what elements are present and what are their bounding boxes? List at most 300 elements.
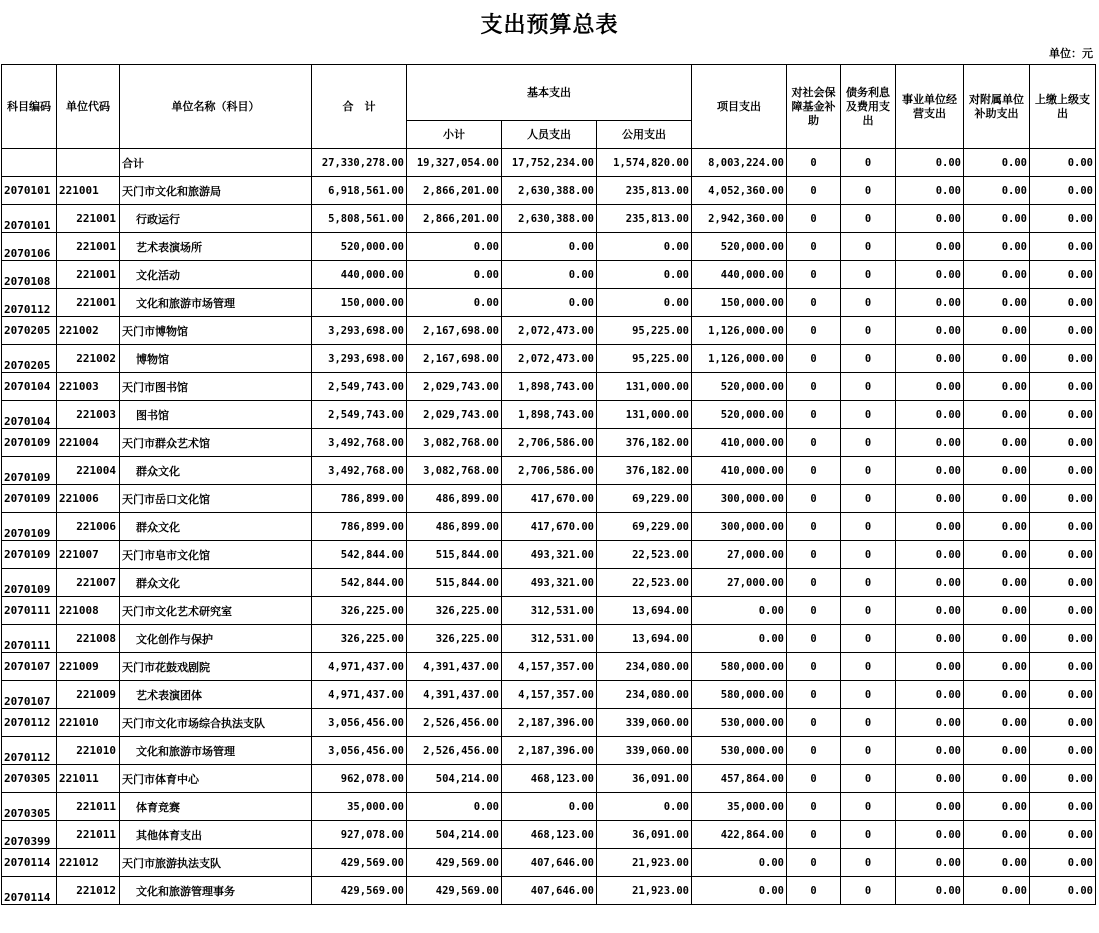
unit-name-cell: 博物馆 [120,345,312,373]
unit-code-cell: 221010 [57,737,120,765]
personnel-cell: 2,072,473.00 [502,317,597,345]
total-cell: 542,844.00 [312,569,407,597]
affiliated-cell: 0.00 [964,765,1030,793]
enterprise-cell: 0.00 [896,653,964,681]
total-cell: 786,899.00 [312,513,407,541]
debt-cell: 0 [841,681,896,709]
total-cell: 3,293,698.00 [312,317,407,345]
project-cell: 440,000.00 [692,261,787,289]
affiliated-cell: 0.00 [964,625,1030,653]
unit-name-cell: 天门市旅游执法支队 [120,849,312,877]
personnel-cell: 312,531.00 [502,597,597,625]
social-cell: 0 [787,849,841,877]
public-cell: 339,060.00 [597,737,692,765]
subject-code-cell: 2070112 [2,737,57,765]
table-row [2,485,1096,513]
social-cell: 0 [787,737,841,765]
social-cell: 0 [787,681,841,709]
project-cell: 4,052,360.00 [692,177,787,205]
social-cell: 0 [787,485,841,513]
subtotal-cell: 0.00 [407,793,502,821]
affiliated-cell: 0.00 [964,429,1030,457]
unit-code-cell: 221002 [57,345,120,373]
enterprise-cell: 0.00 [896,709,964,737]
public-cell: 95,225.00 [597,317,692,345]
subtotal-cell: 429,569.00 [407,877,502,905]
debt-cell: 0 [841,233,896,261]
unit-code-cell: 221001 [57,261,120,289]
total-cell: 27,330,278.00 [312,149,407,177]
total-cell: 35,000.00 [312,793,407,821]
header-affiliated: 对附属单位补助支出 [964,65,1030,149]
subtotal-cell: 515,844.00 [407,541,502,569]
unit-code-cell: 221004 [57,457,120,485]
page-title: 支出预算总表 [480,12,619,38]
subject-code-cell: 2070399 [2,821,57,849]
table-row [2,457,1096,485]
unit-code-cell: 221011 [57,793,120,821]
unit-code-cell: 221011 [57,765,120,793]
enterprise-cell: 0.00 [896,457,964,485]
unit-code-cell: 221008 [57,597,120,625]
subtotal-cell: 0.00 [407,261,502,289]
enterprise-cell: 0.00 [896,849,964,877]
public-cell: 22,523.00 [597,541,692,569]
debt-cell: 0 [841,345,896,373]
table-row [2,401,1096,429]
upper-cell: 0.00 [1030,205,1096,233]
total-cell: 3,492,768.00 [312,457,407,485]
subtotal-cell: 2,167,698.00 [407,317,502,345]
subtotal-cell: 326,225.00 [407,625,502,653]
unit-code-cell: 221007 [57,569,120,597]
personnel-cell: 312,531.00 [502,625,597,653]
debt-cell: 0 [841,485,896,513]
personnel-cell: 468,123.00 [502,821,597,849]
project-cell: 27,000.00 [692,569,787,597]
enterprise-cell: 0.00 [896,429,964,457]
upper-cell: 0.00 [1030,793,1096,821]
affiliated-cell: 0.00 [964,457,1030,485]
table-row [2,849,1096,877]
upper-cell: 0.00 [1030,849,1096,877]
subject-code-cell: 2070109 [2,541,57,569]
project-cell: 300,000.00 [692,513,787,541]
table-row [2,513,1096,541]
unit-name-cell: 天门市博物馆 [120,317,312,345]
public-cell: 95,225.00 [597,345,692,373]
public-cell: 0.00 [597,261,692,289]
enterprise-cell: 0.00 [896,681,964,709]
project-cell: 422,864.00 [692,821,787,849]
table-row [2,821,1096,849]
subject-code-cell: 2070112 [2,289,57,317]
upper-cell: 0.00 [1030,345,1096,373]
total-cell: 326,225.00 [312,597,407,625]
debt-cell: 0 [841,317,896,345]
unit-code-cell: 221004 [57,429,120,457]
subtotal-cell: 0.00 [407,233,502,261]
affiliated-cell: 0.00 [964,317,1030,345]
debt-cell: 0 [841,541,896,569]
subject-code-cell: 2070205 [2,345,57,373]
table-row [2,317,1096,345]
unit-name-cell: 天门市文化市场综合执法支队 [120,709,312,737]
subject-code-cell: 2070107 [2,653,57,681]
upper-cell: 0.00 [1030,373,1096,401]
social-cell: 0 [787,653,841,681]
total-cell: 4,971,437.00 [312,681,407,709]
unit-code-cell: 221003 [57,401,120,429]
total-cell: 962,078.00 [312,765,407,793]
header-upper: 上缴上级支出 [1030,65,1096,149]
upper-cell: 0.00 [1030,457,1096,485]
unit-name-cell: 文化活动 [120,261,312,289]
subtotal-cell: 3,082,768.00 [407,457,502,485]
public-cell: 1,574,820.00 [597,149,692,177]
table-row [2,625,1096,653]
header-subtotal: 小计 [407,121,502,149]
budget-table [1,64,1096,905]
table-row [2,653,1096,681]
affiliated-cell: 0.00 [964,793,1030,821]
unit-name-cell: 行政运行 [120,205,312,233]
affiliated-cell: 0.00 [964,233,1030,261]
public-cell: 13,694.00 [597,625,692,653]
enterprise-cell: 0.00 [896,261,964,289]
project-cell: 580,000.00 [692,653,787,681]
debt-cell: 0 [841,737,896,765]
debt-cell: 0 [841,597,896,625]
unit-name-cell: 艺术表演场所 [120,233,312,261]
subject-code-cell: 2070112 [2,709,57,737]
unit-code-cell: 221012 [57,877,120,905]
upper-cell: 0.00 [1030,569,1096,597]
total-cell: 520,000.00 [312,233,407,261]
affiliated-cell: 0.00 [964,485,1030,513]
subject-code-cell: 2070109 [2,457,57,485]
affiliated-cell: 0.00 [964,513,1030,541]
public-cell: 36,091.00 [597,765,692,793]
project-cell: 27,000.00 [692,541,787,569]
unit-code-cell: 221006 [57,485,120,513]
debt-cell: 0 [841,513,896,541]
upper-cell: 0.00 [1030,289,1096,317]
personnel-cell: 468,123.00 [502,765,597,793]
unit-name-cell: 群众文化 [120,513,312,541]
public-cell: 22,523.00 [597,569,692,597]
personnel-cell: 2,630,388.00 [502,205,597,233]
project-cell: 457,864.00 [692,765,787,793]
table-row [2,569,1096,597]
debt-cell: 0 [841,261,896,289]
table-row [2,345,1096,373]
project-cell: 530,000.00 [692,737,787,765]
upper-cell: 0.00 [1030,597,1096,625]
enterprise-cell: 0.00 [896,205,964,233]
enterprise-cell: 0.00 [896,793,964,821]
affiliated-cell: 0.00 [964,261,1030,289]
unit-code-cell: 221010 [57,709,120,737]
unit-name-cell: 其他体育支出 [120,821,312,849]
unit-name-cell: 合计 [120,149,312,177]
unit-name-cell: 天门市图书馆 [120,373,312,401]
unit-name-cell: 文化和旅游市场管理 [120,737,312,765]
subtotal-cell: 326,225.00 [407,597,502,625]
affiliated-cell: 0.00 [964,345,1030,373]
project-cell: 580,000.00 [692,681,787,709]
table-row [2,177,1096,205]
affiliated-cell: 0.00 [964,597,1030,625]
table-row [2,541,1096,569]
personnel-cell: 0.00 [502,289,597,317]
unit-code-cell: 221003 [57,373,120,401]
public-cell: 13,694.00 [597,597,692,625]
unit-code-cell [57,149,120,177]
affiliated-cell: 0.00 [964,849,1030,877]
public-cell: 69,229.00 [597,513,692,541]
enterprise-cell: 0.00 [896,541,964,569]
public-cell: 36,091.00 [597,821,692,849]
personnel-cell: 0.00 [502,793,597,821]
subject-code-cell: 2070114 [2,877,57,905]
public-cell: 234,080.00 [597,653,692,681]
social-cell: 0 [787,597,841,625]
total-cell: 150,000.00 [312,289,407,317]
subject-code-cell: 2070108 [2,261,57,289]
affiliated-cell: 0.00 [964,177,1030,205]
upper-cell: 0.00 [1030,765,1096,793]
social-cell: 0 [787,877,841,905]
affiliated-cell: 0.00 [964,373,1030,401]
subtotal-cell: 19,327,054.00 [407,149,502,177]
subject-code-cell: 2070109 [2,513,57,541]
subject-code-cell [2,149,57,177]
total-cell: 326,225.00 [312,625,407,653]
subtotal-cell: 2,526,456.00 [407,709,502,737]
personnel-cell: 407,646.00 [502,849,597,877]
upper-cell: 0.00 [1030,653,1096,681]
affiliated-cell: 0.00 [964,541,1030,569]
header-unit-code: 单位代码 [57,65,120,149]
public-cell: 21,923.00 [597,877,692,905]
public-cell: 376,182.00 [597,457,692,485]
project-cell: 35,000.00 [692,793,787,821]
debt-cell: 0 [841,289,896,317]
affiliated-cell: 0.00 [964,681,1030,709]
project-cell: 0.00 [692,877,787,905]
header-subject-code: 科目编码 [2,65,57,149]
project-cell: 1,126,000.00 [692,317,787,345]
enterprise-cell: 0.00 [896,821,964,849]
unit-code-cell: 221011 [57,821,120,849]
public-cell: 21,923.00 [597,849,692,877]
subject-code-cell: 2070104 [2,373,57,401]
subject-code-cell: 2070109 [2,429,57,457]
table-row [2,709,1096,737]
table-row [2,289,1096,317]
affiliated-cell: 0.00 [964,401,1030,429]
enterprise-cell: 0.00 [896,513,964,541]
affiliated-cell: 0.00 [964,821,1030,849]
debt-cell: 0 [841,401,896,429]
total-cell: 440,000.00 [312,261,407,289]
social-cell: 0 [787,289,841,317]
enterprise-cell: 0.00 [896,289,964,317]
upper-cell: 0.00 [1030,177,1096,205]
unit-name-cell: 艺术表演团体 [120,681,312,709]
upper-cell: 0.00 [1030,401,1096,429]
unit-name-cell: 文化创作与保护 [120,625,312,653]
public-cell: 339,060.00 [597,709,692,737]
unit-name-cell: 体育竞赛 [120,793,312,821]
upper-cell: 0.00 [1030,317,1096,345]
unit-code-cell: 221008 [57,625,120,653]
unit-code-cell: 221006 [57,513,120,541]
debt-cell: 0 [841,177,896,205]
subject-code-cell: 2070305 [2,793,57,821]
unit-name-cell: 文化和旅游管理事务 [120,877,312,905]
upper-cell: 0.00 [1030,429,1096,457]
subject-code-cell: 2070114 [2,849,57,877]
upper-cell: 0.00 [1030,821,1096,849]
subject-code-cell: 2070305 [2,765,57,793]
social-cell: 0 [787,233,841,261]
unit-label: 单位：元 [1049,47,1093,60]
unit-code-cell: 221001 [57,177,120,205]
subtotal-cell: 0.00 [407,289,502,317]
upper-cell: 0.00 [1030,625,1096,653]
public-cell: 0.00 [597,289,692,317]
social-cell: 0 [787,429,841,457]
unit-name-cell: 天门市体育中心 [120,765,312,793]
header-public: 公用支出 [597,121,692,149]
project-cell: 2,942,360.00 [692,205,787,233]
subject-code-cell: 2070101 [2,177,57,205]
header-unit-name: 单位名称（科目） [120,65,312,149]
personnel-cell: 1,898,743.00 [502,373,597,401]
header-debt: 债务利息及费用支出 [841,65,896,149]
subtotal-cell: 486,899.00 [407,513,502,541]
personnel-cell: 17,752,234.00 [502,149,597,177]
subtotal-cell: 2,526,456.00 [407,737,502,765]
header-personnel: 人员支出 [502,121,597,149]
project-cell: 0.00 [692,625,787,653]
social-cell: 0 [787,345,841,373]
public-cell: 131,000.00 [597,401,692,429]
upper-cell: 0.00 [1030,681,1096,709]
upper-cell: 0.00 [1030,541,1096,569]
affiliated-cell: 0.00 [964,289,1030,317]
personnel-cell: 2,706,586.00 [502,429,597,457]
unit-name-cell: 群众文化 [120,457,312,485]
unit-name-cell: 图书馆 [120,401,312,429]
unit-code-cell: 221001 [57,205,120,233]
subject-code-cell: 2070109 [2,485,57,513]
affiliated-cell: 0.00 [964,205,1030,233]
subject-code-cell: 2070205 [2,317,57,345]
subtotal-cell: 2,029,743.00 [407,401,502,429]
social-cell: 0 [787,793,841,821]
personnel-cell: 2,187,396.00 [502,737,597,765]
subtotal-cell: 3,082,768.00 [407,429,502,457]
personnel-cell: 493,321.00 [502,541,597,569]
unit-name-cell: 天门市群众艺术馆 [120,429,312,457]
subtotal-cell: 504,214.00 [407,765,502,793]
affiliated-cell: 0.00 [964,653,1030,681]
total-cell: 429,569.00 [312,849,407,877]
upper-cell: 0.00 [1030,233,1096,261]
public-cell: 0.00 [597,793,692,821]
upper-cell: 0.00 [1030,485,1096,513]
total-cell: 3,056,456.00 [312,709,407,737]
public-cell: 131,000.00 [597,373,692,401]
social-cell: 0 [787,149,841,177]
total-cell: 3,293,698.00 [312,345,407,373]
subtotal-cell: 2,866,201.00 [407,205,502,233]
table-row [2,149,1096,177]
social-cell: 0 [787,373,841,401]
unit-name-cell: 天门市文化和旅游局 [120,177,312,205]
debt-cell: 0 [841,849,896,877]
header-social: 对社会保障基金补助 [787,65,841,149]
social-cell: 0 [787,401,841,429]
unit-name-cell: 天门市花鼓戏剧院 [120,653,312,681]
total-cell: 6,918,561.00 [312,177,407,205]
table-row [2,233,1096,261]
personnel-cell: 0.00 [502,261,597,289]
project-cell: 0.00 [692,597,787,625]
subject-code-cell: 2070109 [2,569,57,597]
upper-cell: 0.00 [1030,513,1096,541]
enterprise-cell: 0.00 [896,597,964,625]
unit-name-cell: 文化和旅游市场管理 [120,289,312,317]
upper-cell: 0.00 [1030,737,1096,765]
public-cell: 69,229.00 [597,485,692,513]
enterprise-cell: 0.00 [896,765,964,793]
personnel-cell: 417,670.00 [502,513,597,541]
social-cell: 0 [787,821,841,849]
affiliated-cell: 0.00 [964,569,1030,597]
personnel-cell: 2,187,396.00 [502,709,597,737]
project-cell: 8,003,224.00 [692,149,787,177]
subject-code-cell: 2070111 [2,597,57,625]
subtotal-cell: 486,899.00 [407,485,502,513]
debt-cell: 0 [841,709,896,737]
personnel-cell: 0.00 [502,233,597,261]
unit-code-cell: 221009 [57,653,120,681]
personnel-cell: 1,898,743.00 [502,401,597,429]
total-cell: 927,078.00 [312,821,407,849]
subtotal-cell: 2,029,743.00 [407,373,502,401]
social-cell: 0 [787,709,841,737]
affiliated-cell: 0.00 [964,149,1030,177]
social-cell: 0 [787,261,841,289]
unit-code-cell: 221001 [57,233,120,261]
project-cell: 410,000.00 [692,429,787,457]
total-cell: 4,971,437.00 [312,653,407,681]
table-row [2,765,1096,793]
enterprise-cell: 0.00 [896,625,964,653]
total-cell: 5,808,561.00 [312,205,407,233]
subtotal-cell: 4,391,437.00 [407,681,502,709]
project-cell: 150,000.00 [692,289,787,317]
enterprise-cell: 0.00 [896,233,964,261]
public-cell: 235,813.00 [597,205,692,233]
project-cell: 530,000.00 [692,709,787,737]
enterprise-cell: 0.00 [896,877,964,905]
total-cell: 3,492,768.00 [312,429,407,457]
